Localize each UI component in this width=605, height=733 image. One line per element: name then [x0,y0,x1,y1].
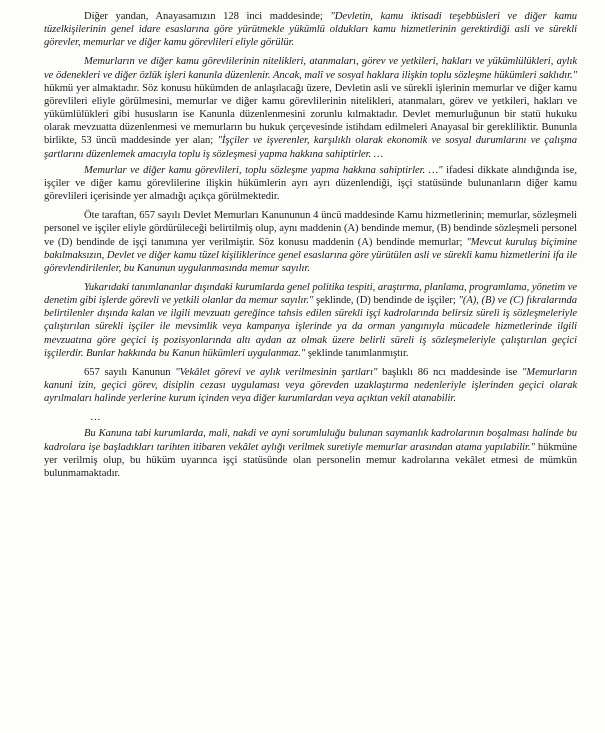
ellipsis-marker [44,411,577,424]
quoted-text: Yukarıdaki tanımlananlar dışındaki kurumlarda genel politika tespiti, araştırma, planlama, programlama, yönetim ve denetim gibi işlerde görevli ve yetkili olanlar da memur sayılır." [44,281,577,307]
paragraph [44,55,577,160]
paragraph [44,164,577,203]
body-text: 657 sayılı Kanunun [84,366,176,378]
body-text: … [90,412,101,424]
quoted-text: "Devletin, kamu iktisadi teşebbüsleri ve diğer kamu tüzelkişilerinin genel idare esaslarına göre yürütmekle yükümlü oldukları kamu hizmetlerinin gerektirdiği asli ve sürekli görevler, memurlar ve diğer kamu görevlileri eliyle görülür. [44,11,577,49]
quoted-text: "Mevcut kuruluş biçimine bakılmaksızın, Devlet ve diğer kamu tüzel kişiliklerince genel esaslarına göre yürütülen asli ve sürekli kamu hizmetlerini ifa ile görevlendirilenler, bu Kanunun uygulanmasında memur sayılır. [44,236,577,274]
body-text: Öte taraftan, 657 sayılı Devlet Memurları Kanununun 4 üncü maddesinde Kamu hizmetlerinin; memurlar, sözleşmeli personel ve işçiler eliyle gördürüleceği belirtilmiş olup, aynı maddenin (A) bendinde memur, (B) bendinde sözleşmeli personel ve (D) bendinde de işçi tanımına yer verilmiştir. Söz konusu maddenin (A) bendinde memurlar; [44,210,577,248]
body-text: hükmüne yer verilmiş olup, bu hüküm uyarınca işçi statüsünde olan personelin memur kadrolarına vekâlet etmesi de mümkün bulunmamaktadır. [44,441,577,479]
quoted-text: "İşçiler ve işverenler, karşılıklı olarak ekonomik ve sosyal durumlarını ve çalışma şartlarını düzenlemek amacıyla toplu iş sözleşmesi yapma hakkına sahiptirler. … [44,135,577,160]
body-text: şeklinde tanımlanmıştır. [305,347,409,359]
body-text: Diğer yandan, Anayasamızın 128 inci maddesinde; [84,11,331,22]
paragraph [44,281,577,360]
quoted-text: "Vekâlet görevi ve aylık verilmesinin şartları" [175,366,378,378]
paragraph [44,427,577,480]
paragraph [44,10,577,49]
paragraph [44,366,577,405]
quoted-text: Memurlar ve diğer kamu görevlileri, toplu sözleşme yapma hakkına sahiptirler. …" [84,164,443,176]
body-text: şeklinde, (D) bendinde de işçiler; [313,295,459,307]
body-text: başlıklı 86 ncı maddesinde ise [377,366,522,378]
body-text: ifadesi dikkate alındığında ise, işçiler ve diğer kamu görevlilerine ilişkin hükümlerin ayrı ayrı düzenlendiği, işçi statüsünde bulunanların diğer kamu görevlileri içerisinde yer almadığı açıkça görülmektedir. [44,164,577,203]
quoted-text: Memurların ve diğer kamu görevlilerinin nitelikleri, atanmaları, görev ve yetkileri, hakları ve yükümlülükleri, aylık ve ödenekleri ve diğer özlük işleri kanunla düzenlenir. Ancak, malî ve sosyal haklara ilişkin toplu sözleşme hükümleri saklıdır." [44,56,577,81]
quoted-text: "Memurların kanuni izin, geçici görev, disiplin cezası uygulaması veya görevden uzaklaştırma nedenleriyle işlerinden geçici olarak ayrılmaları halinde yerlerine kurum içinden veya diğer kurumlardan veya açıktan vekil atanabilir. [44,366,577,405]
body-text: hükmü yer almaktadır. Söz konusu hükümden de anlaşılacağı üzere, Devletin asli ve sürekli işlerinin memurlar ve diğer kamu görevlileri eliyle görülmesini, memurlar ve diğer kamu görevlilerinin nitelikleri, atanmaları, görev ve yetkileri, hakları ve yükümlülükleri gibi hususların ise Kanunla düzenlenmesini zorunlu kılmaktadır. Devlet memurluğunun bir statü hukuku olarak mevzuatta düzenlenmesi ve memurların bu hukuk çerçevesinde istihdam edilmeleri Anayasal bir gerekliliktir. Bununla birlikte, 53 üncü maddesinde yer alan; [44,82,577,147]
quoted-text: Bu Kanuna tabi kurumlarda, mali, nakdi ve ayni sorumluluğu bulunan saymanlık kadrolarının boşalması halinde bu kadrolara işe başladıkları tarihten itibaren vekâlet aylığı verilmek suretiyle memurlar arasından atama yapılabilir." [44,428,577,453]
quoted-text: "(A), (B) ve (C) fıkralarında belirtilenler dışında kalan ve ilgili mevzuatı gereğince tahsis edilen sürekli işçi kadrolarında belirsiz süreli iş sözleşmeleriyle çalıştırılan sürekli işçiler ile mevsimlik veya kampanya işlerinde ya da orman yangınıyla mücadele hizmetlerinde ilgili mevzuatına göre geçici iş pozisyonlarında altı aydan az olmak üzere belirli süreli iş sözleşmeleriyle çalıştırılan geçici işçilerdir. Bunlar hakkında bu Kanun hükümleri uygulanmaz." [44,295,577,359]
paragraph [44,209,577,275]
